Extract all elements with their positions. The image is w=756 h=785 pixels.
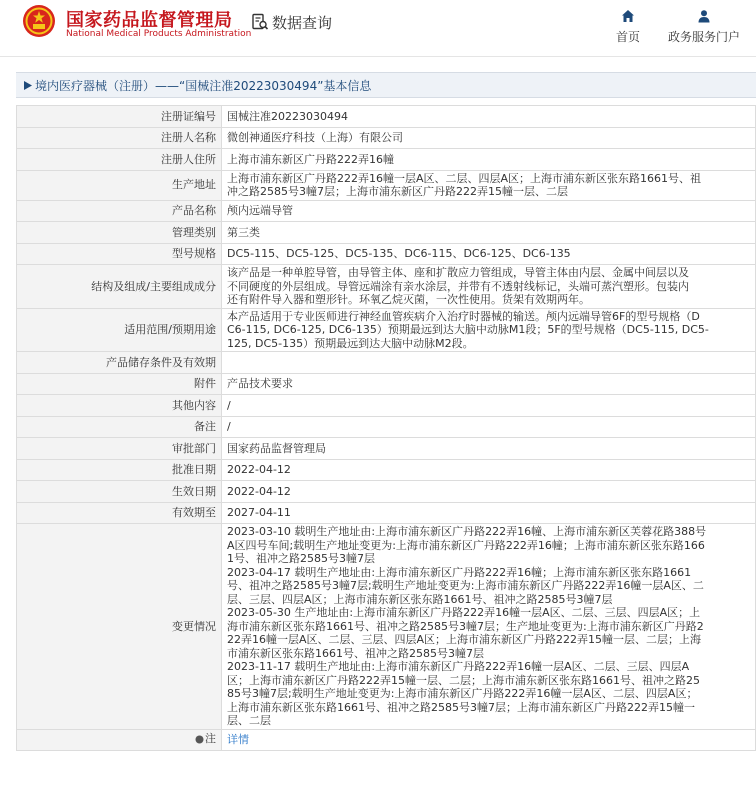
row-value-line: 22弄16幢一层A区、二层、三层、四层A区；上海市浦东新区广丹路222弄15幢一层、二层；上海	[227, 633, 702, 646]
table-row	[17, 729, 756, 751]
row-label-wrap	[195, 732, 216, 746]
table-row	[17, 395, 756, 417]
row-value-line: 还有附件导入器和塑形针。环氧乙烷灭菌，一次性使用。货架有效期两年。	[227, 293, 590, 306]
row-value-cell	[222, 308, 756, 352]
row-value-line: 2023-04-17 载明生产地址由:上海市浦东新区广丹路222弄16幢；上海市浦东新区张东路1661	[227, 565, 692, 579]
row-label-cell: 注册证编号	[17, 106, 222, 128]
row-label-cell	[17, 729, 222, 751]
row-label-cell: 注册人住所	[17, 149, 222, 171]
row-value-cell: 颅内远端导管	[222, 200, 756, 222]
table-row	[17, 149, 756, 171]
row-value-cell: 2022-04-12	[222, 459, 756, 481]
row-value-line: 上海市浦东新区广丹路222弄16幢一层A区、二层、四层A区；上海市浦东新区张东路1661号、祖	[227, 171, 702, 185]
row-label-cell: 产品名称	[17, 200, 222, 222]
row-label-cell: 审批部门	[17, 438, 222, 460]
row-value-line: 该产品是一种单腔导管，由导管主体、座和扩散应力管组成，导管主体由内层、金属中间层以及	[227, 266, 689, 279]
row-value-cell: 上海市浦东新区广丹路222弄16幢	[222, 149, 756, 171]
breadcrumb	[16, 72, 756, 98]
table-row	[17, 265, 756, 309]
table-row	[17, 373, 756, 395]
row-value-cell: /	[222, 395, 756, 417]
table-row	[17, 200, 756, 222]
info-table	[16, 105, 756, 751]
row-value-cell: 第三类	[222, 222, 756, 244]
row-label-cell: 备注	[17, 416, 222, 438]
nav-home-label: 首页	[615, 30, 640, 44]
table-row	[17, 308, 756, 352]
site-logo-title[interactable]: 国家药品监督管理局	[66, 10, 233, 31]
table-row	[17, 170, 756, 200]
row-value-line: 不同硬度的外层组成。导管远端涂有亲水涂层，并带有不透射线标记，头端可蒸汽塑形。包装内	[227, 279, 689, 293]
row-value-cell	[222, 265, 756, 309]
table-row	[17, 438, 756, 460]
row-value-line: 本产品适用于专业医师进行神经血管疾病介入治疗时器械的输送。颅内远端导管6F的型号规格（D	[227, 309, 700, 323]
row-value-line: 上海市浦东新区张东路1661号、祖冲之路2585号3幢7层；上海市浦东新区广丹路222弄15幢一	[227, 700, 695, 714]
row-label: 注	[205, 732, 216, 746]
row-label-cell: 变更情况	[17, 524, 222, 730]
row-label-cell: 注册人名称	[17, 127, 222, 149]
row-value-line: 市浦东新区张东路1661号、祖冲之路2585号3幢7层	[227, 646, 484, 660]
row-label-cell: 有效期至	[17, 502, 222, 524]
row-value-cell: /	[222, 416, 756, 438]
row-value-cell	[222, 170, 756, 200]
nav-gov-service[interactable]	[664, 9, 744, 45]
row-label-cell: 附件	[17, 373, 222, 395]
row-value-cell: 国家药品监督管理局	[222, 438, 756, 460]
table-row	[17, 243, 756, 265]
row-value-line: 层、三层、四层A区；上海市浦东新区张东路1661号、祖冲之路2585号3幢7层	[227, 592, 613, 606]
row-value-line: 区；上海市浦东新区广丹路222弄15幢一层、二层；上海市浦东新区张东路1661号、祖冲之路25	[227, 673, 700, 687]
row-label-cell: 其他内容	[17, 395, 222, 417]
row-value-cell: 微创神通医疗科技（上海）有限公司	[222, 127, 756, 149]
row-label-cell: 批准日期	[17, 459, 222, 481]
row-label-cell: 产品储存条件及有效期	[17, 352, 222, 374]
table-row	[17, 481, 756, 503]
row-value-cell	[222, 524, 756, 730]
home-icon	[621, 9, 635, 23]
table-row	[17, 502, 756, 524]
table-row	[17, 222, 756, 244]
detail-link[interactable]: 详情	[227, 733, 249, 746]
row-value-line: C6-115, DC6-125, DC6-135）预期最远到达大脑中动脉M1段；5F的型号规格（DC5-115, DC5-	[227, 323, 709, 336]
row-value-cell	[222, 729, 756, 751]
table-row	[17, 352, 756, 374]
row-label-cell: 生产地址	[17, 170, 222, 200]
data-query-label: 数据查询	[272, 13, 333, 32]
row-value-cell: 2022-04-12	[222, 481, 756, 503]
table-row	[17, 459, 756, 481]
table-row	[17, 524, 756, 730]
row-value-cell: 国械注准20223030494	[222, 106, 756, 128]
row-label-cell: 管理类别	[17, 222, 222, 244]
site-logo-subtitle: National Medical Products Administration	[66, 29, 252, 39]
row-value-line: A区四号车间;载明生产地址变更为:上海市浦东新区广丹路222弄16幢；上海市浦东新区张东路166	[227, 538, 705, 552]
row-value-cell: 产品技术要求	[222, 373, 756, 395]
table-row	[17, 127, 756, 149]
row-value-line: 层、二层	[227, 714, 271, 727]
row-value-line: 2023-05-30 生产地址由:上海市浦东新区广丹路222弄16幢一层A区、二层、三层、四层A区；上	[227, 606, 701, 619]
table-row	[17, 106, 756, 128]
row-value-cell: 2027-04-11	[222, 502, 756, 524]
row-label-cell: 适用范围/预期用途	[17, 308, 222, 352]
row-value-line: 85号3幢7层;载明生产地址变更为:上海市浦东新区广丹路222弄16幢一层A区、二层、四层A区；	[227, 687, 698, 700]
row-label-cell: 结构及组成/主要组成成分	[17, 265, 222, 309]
row-value-cell: DC5-115、DC5-125、DC5-135、DC6-115、DC6-125、DC6-135	[222, 243, 756, 265]
row-value-cell	[222, 352, 756, 374]
row-label-cell: 生效日期	[17, 481, 222, 503]
table-row	[17, 416, 756, 438]
site-header	[0, 0, 756, 57]
nav-gov-service-label: 政务服务门户	[667, 30, 740, 44]
row-value-line: 号、祖冲之路2585号3幢7层;载明生产地址变更为:上海市浦东新区广丹路222弄16幢一层A区、二	[227, 579, 704, 592]
breadcrumb-text: 境内医疗器械（注册）——“国械注准20223030494”基本信息	[35, 78, 372, 93]
row-value-line: 海市浦东新区张东路1661号、祖冲之路2585号3幢7层；生产地址变更为:上海市浦东新区广丹路2	[227, 619, 704, 633]
national-emblem-icon	[22, 4, 56, 38]
row-value-line: 125, DC5-135）预期最远到达大脑中动脉M2段。	[227, 336, 474, 350]
data-query-link[interactable]	[251, 12, 332, 32]
row-label-cell: 型号规格	[17, 243, 222, 265]
row-value-line: 2023-03-10 载明生产地址由:上海市浦东新区广丹路222弄16幢、上海市浦东新区芙蓉花路388号	[227, 525, 707, 538]
document-search-icon	[251, 13, 269, 31]
bullet-icon	[24, 81, 32, 90]
user-icon	[697, 9, 711, 23]
notice-icon	[195, 735, 204, 744]
row-value-line: 2023-11-17 载明生产地址由:上海市浦东新区广丹路222弄16幢一层A区、二层、三层、四层A	[227, 660, 690, 673]
nav-home[interactable]	[608, 9, 648, 45]
row-value-line: 冲之路2585号3幢7层；上海市浦东新区广丹路222弄15幢一层、二层	[227, 185, 568, 198]
row-value-line: 1号、祖冲之路2585号3幢7层	[227, 552, 375, 565]
